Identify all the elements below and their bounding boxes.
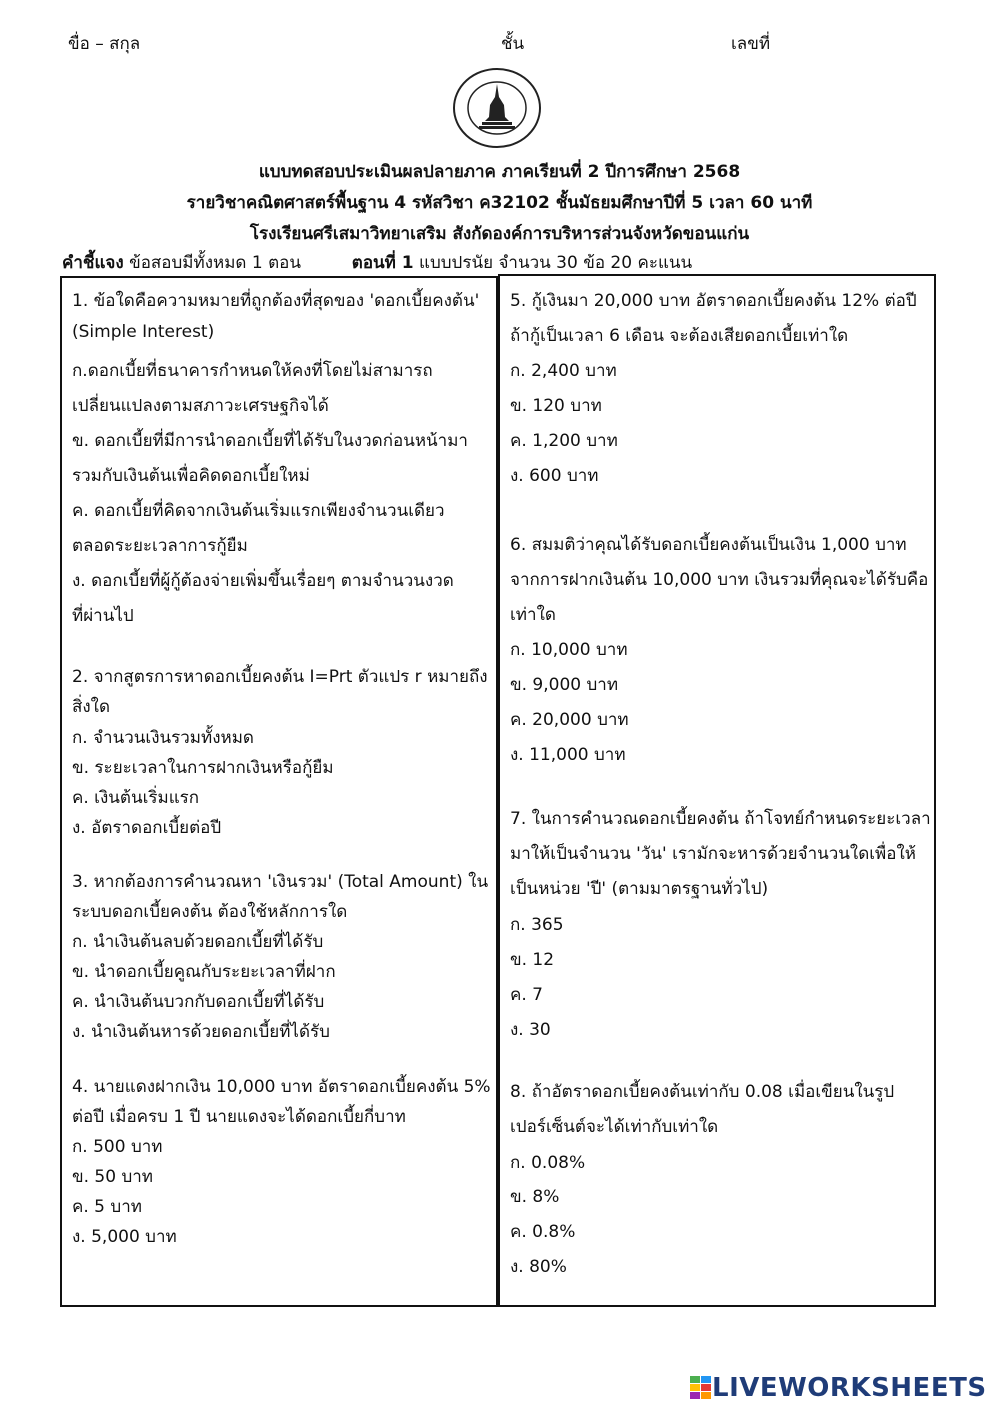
- answer-option: ก.ดอกเบี้ยที่ธนาคารกำหนดให้คงที่โดยไม่สามารถ: [72, 361, 433, 381]
- answer-option: ก. 2,400 บาท: [510, 361, 617, 381]
- answer-option: ค. 20,000 บาท: [510, 710, 629, 730]
- question-line: เป็นหน่วย 'ปี' (ตามมาตรฐานทั่วไป): [510, 879, 769, 899]
- answer-option: ง. นำเงินต้นหารด้วยดอกเบี้ยที่ได้รับ: [72, 1022, 330, 1042]
- answer-option: ง. 11,000 บาท: [510, 745, 626, 765]
- answer-option: ข. 50 บาท: [72, 1167, 154, 1187]
- question-line: 8. ถ้าอัตราดอกเบี้ยคงต้นเท่ากับ 0.08 เมื่อเขียนในรูป: [510, 1082, 895, 1102]
- answer-option: ค. 5 บาท: [72, 1197, 142, 1217]
- answer-option: ก. 0.08%: [510, 1153, 586, 1173]
- answer-option: ง. อัตราดอกเบี้ยต่อปี: [72, 818, 222, 838]
- exam-title: แบบทดสอบประเมินผลปลายภาค ภาคเรียนที่ 2 ปีการศึกษา 2568: [258, 162, 741, 182]
- instructions-label: คำชี้แจง: [62, 253, 124, 273]
- answer-option: ง. 5,000 บาท: [72, 1227, 177, 1247]
- answer-option: ก. 365: [510, 915, 564, 935]
- part-label: ตอนที่ 1: [351, 253, 414, 273]
- question-line: 1. ข้อใดคือความหมายที่ถูกต้องที่สุดของ 'ดอกเบี้ยคงต้น': [72, 291, 480, 311]
- answer-option: รวมกับเงินต้นเพื่อคิดดอกเบี้ยใหม่: [72, 466, 310, 486]
- question-line: ถ้ากู้เป็นเวลา 6 เดือน จะต้องเสียดอกเบี้ยเท่าใด: [510, 326, 849, 346]
- answer-option: ก. 500 บาท: [72, 1137, 163, 1157]
- answer-option: ค. 0.8%: [510, 1222, 576, 1242]
- instructions-text: ข้อสอบมีทั้งหมด 1 ตอน: [129, 253, 301, 273]
- question-line: เปอร์เซ็นต์จะได้เท่ากับเท่าใด: [510, 1117, 719, 1137]
- instructions: [62, 249, 692, 276]
- answer-option: ข. 8%: [510, 1187, 560, 1207]
- answer-option: ค. 1,200 บาท: [510, 431, 618, 451]
- question-line: จากการฝากเงินต้น 10,000 บาท เงินรวมที่คุณจะได้รับคือ: [510, 570, 929, 590]
- question-line: 3. หากต้องการคำนวณหา 'เงินรวม' (Total Amount) ใน: [72, 872, 489, 892]
- answer-option: ก. จำนวนเงินรวมทั้งหมด: [72, 728, 254, 748]
- question-line: 2. จากสูตรการหาดอกเบี้ยคงต้น I=Prt ตัวแปร r หมายถึง: [72, 667, 488, 687]
- answer-option: ข. 12: [510, 950, 555, 970]
- question-line: 6. สมมติว่าคุณได้รับดอกเบี้ยคงต้นเป็นเงิน 1,000 บาท: [510, 535, 907, 555]
- answer-option: ก. 10,000 บาท: [510, 640, 628, 660]
- lws-logo-icon: [690, 1376, 712, 1400]
- answer-option: ข. 120 บาท: [510, 396, 602, 416]
- question-line: ระบบดอกเบี้ยคงต้น ต้องใช้หลักการใด: [72, 902, 348, 922]
- part-text: แบบปรนัย จำนวน 30 ข้อ 20 คะแนน: [419, 253, 693, 273]
- answer-option: ก. นำเงินต้นลบด้วยดอกเบี้ยที่ได้รับ: [72, 932, 324, 952]
- question-line: เท่าใด: [510, 605, 556, 625]
- answer-option: ค. 7: [510, 985, 543, 1005]
- answer-option: ง. ดอกเบี้ยที่ผู้กู้ต้องจ่ายเพิ่มขึ้นเรื่อยๆ ตามจำนวนงวด: [72, 571, 454, 591]
- answer-option: ง. 600 บาท: [510, 466, 599, 486]
- answer-option: ง. 80%: [510, 1257, 567, 1277]
- subject-line: รายวิชาคณิตศาสตร์พื้นฐาน 4 รหัสวิชา ค32102 ชั้นมัธยมศึกษาปีที่ 5 เวลา 60 นาที: [186, 193, 813, 213]
- answer-option: ค. ดอกเบี้ยที่คิดจากเงินต้นเริ่มแรกเพียงจำนวนเดียว: [72, 501, 445, 521]
- student-name-field: ขื่อ – สกุล: [68, 34, 141, 54]
- answer-option: ข. ระยะเวลาในการฝากเงินหรือกู้ยืม: [72, 758, 334, 778]
- question-line: มาให้เป็นจำนวน 'วัน' เรามักจะหารด้วยจำนวนใดเพื่อให้: [510, 844, 916, 864]
- question-line: 4. นายแดงฝากเงิน 10,000 บาท อัตราดอกเบี้ยคงต้น 5%: [72, 1077, 491, 1097]
- liveworksheets-brand: [690, 1373, 987, 1403]
- answer-option: ที่ผ่านไป: [72, 606, 134, 626]
- class-field: ชั้น: [501, 34, 525, 54]
- school-logo: [452, 67, 542, 149]
- brand-text: LIVEWORKSHEETS: [712, 1373, 987, 1403]
- answer-option: ค. นำเงินต้นบวกกับดอกเบี้ยที่ได้รับ: [72, 992, 325, 1012]
- question-line: (Simple Interest): [72, 322, 215, 342]
- question-line: ต่อปี เมื่อครบ 1 ปี นายแดงจะได้ดอกเบี้ยกี่บาท: [72, 1107, 406, 1127]
- answer-option: ข. นำดอกเบี้ยคูณกับระยะเวลาที่ฝาก: [72, 962, 336, 982]
- school-line: โรงเรียนศรีเสมาวิทยาเสริม สังกัดองค์การบริหารส่วนจังหวัดขอนแก่น: [249, 224, 750, 244]
- answer-option: ตลอดระยะเวลาการกู้ยืม: [72, 536, 248, 556]
- answer-option: ข. 9,000 บาท: [510, 675, 619, 695]
- question-line: สิ่งใด: [72, 697, 111, 717]
- answer-option: ค. เงินต้นเริ่มแรก: [72, 788, 200, 808]
- student-number-field: เลขที่: [731, 34, 771, 54]
- answer-option: ง. 30: [510, 1020, 551, 1040]
- answer-option: เปลี่ยนแปลงตามสภาวะเศรษฐกิจได้: [72, 396, 329, 416]
- question-line: 7. ในการคำนวณดอกเบี้ยคงต้น ถ้าโจทย์กำหนดระยะเวลา: [510, 809, 931, 829]
- question-line: 5. กู้เงินมา 20,000 บาท อัตราดอกเบี้ยคงต้น 12% ต่อปี: [510, 291, 917, 311]
- answer-option: ข. ดอกเบี้ยที่มีการนำดอกเบี้ยที่ได้รับในงวดก่อนหน้ามา: [72, 431, 468, 451]
